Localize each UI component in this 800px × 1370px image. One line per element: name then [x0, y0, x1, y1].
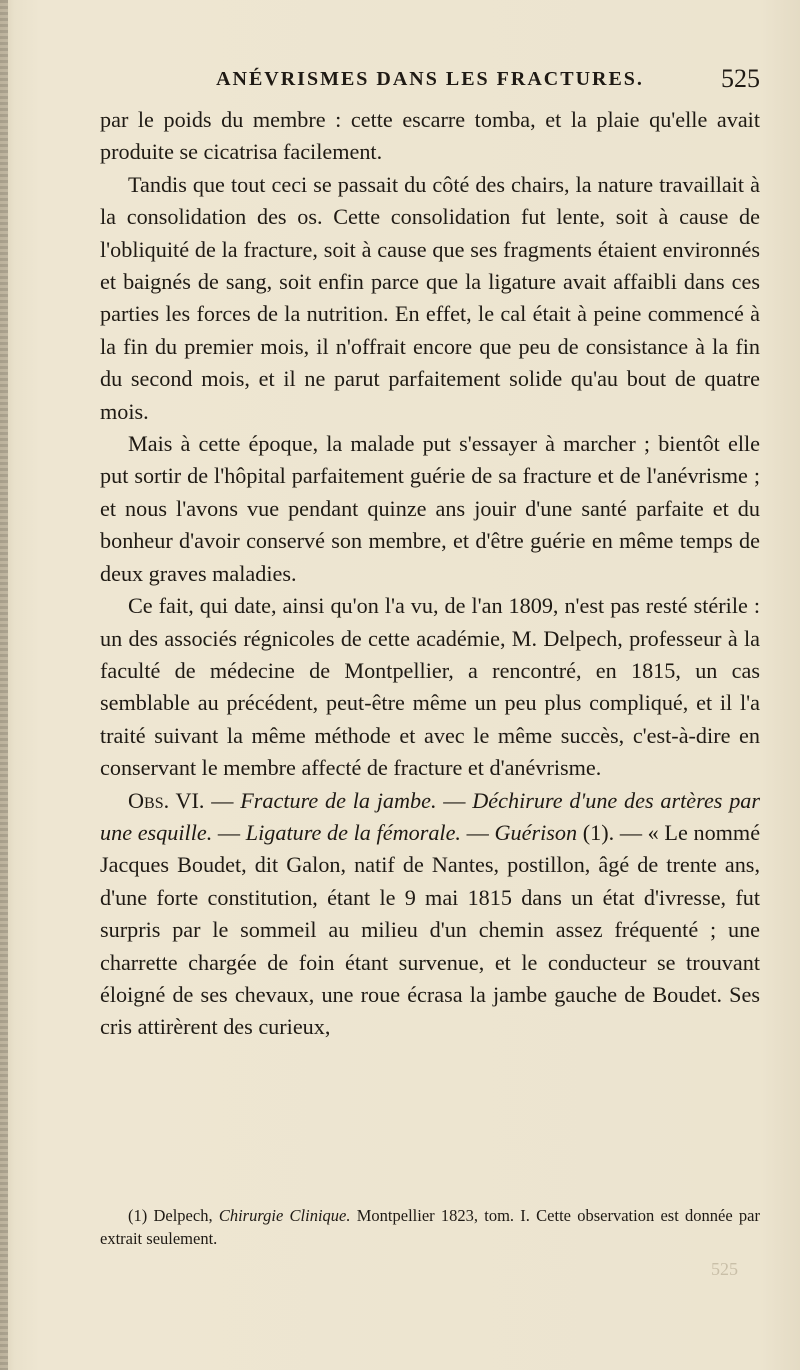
paragraph-4: Ce fait, qui date, ainsi qu'on l'a vu, de l'an 1809, n'est pas resté stérile : un des associés régnicoles de cette académie, M. Delpech, professeur à la faculté de médecine de Montpellier, a rencontré, en 1815, un cas semblable au précédent, peut-être même un peu plus compliqué, et il l'a traité suivant la même méthode et avec le même succès, c'est-à-dire en conservant le membre affecté de fracture et d'anévrisme.	[100, 593, 760, 781]
binding-edge	[0, 0, 8, 1370]
observation-label: Obs. VI.	[128, 787, 205, 813]
paragraph-2: Tandis que tout ceci se passait du côté des chairs, la nature travaillait à la consolidation des os. Cette consolidation fut lente, soit à cause de l'obliquité de la fracture, soit à cause que ses fragments étaient environnés et baignés de sang, soit enfin parce que la ligature avait affaibli dans ces parties les forces de la nutrition. En effet, le cal était à peine commencé à la fin du premier mois, il n'offrait encore que peu de consistance à la fin du second mois, et il ne parut parfaitement solide qu'au bout de quatre mois.	[100, 171, 760, 424]
body-text	[100, 104, 760, 1044]
footnote-rest: Montpellier 1823, tom. I. Cette observation est donnée par extrait seulement.	[100, 1206, 760, 1248]
observation-title-2: Déchirure d'une des artères par une esquille.	[100, 787, 761, 845]
observation-dash-3: —	[212, 819, 246, 845]
page-number: 525	[721, 64, 760, 93]
footnote	[100, 1204, 760, 1250]
observation-paragraph	[100, 785, 760, 1044]
observation-dash-4: —	[460, 819, 495, 845]
paragraph-1: par le poids du membre : cette escarre tomba, et la plaie qu'elle avait produite se cicatrisa facilement.	[100, 107, 760, 165]
observation-title-1: Fracture de la jambe.	[240, 787, 437, 813]
footnote-author: Delpech,	[153, 1206, 219, 1225]
running-title: ANÉVRISMES DANS LES FRACTURES.	[216, 68, 644, 90]
observation-title-4: Guérison	[494, 819, 578, 845]
observation-dash-2: —	[436, 787, 473, 813]
observation-title-3: Ligature de la fémorale.	[245, 819, 461, 845]
observation-body: — « Le nommé Jacques Boudet, dit Galon, natif de Nantes, postillon, âgé de trente ans, d'une forte constitution, étant le 9 mai 1815 dans un état d'ivresse, fut surpris par le sommeil au milieu d'un chemin assez fréquenté ; une charrette chargée de foin étant survenue, et le conducteur se trouvant éloigné de ses chevaux, une roue écrasa la jambe gauche de Boudet. Ses cris attirèrent des curieux,	[100, 819, 761, 1040]
faint-page-number: 525	[711, 1259, 738, 1279]
footnote-work: Chirurgie Clinique.	[218, 1206, 351, 1225]
observation-dash-1: —	[204, 787, 241, 813]
footnote-marker: (1)	[128, 1206, 154, 1225]
paragraph-3: Mais à cette époque, la malade put s'essayer à marcher ; bientôt elle put sortir de l'hôpital parfaitement guérie de sa fracture et de l'anévrisme ; et nous l'avons vue pendant quinze ans jouir d'une santé parfaite et du bonheur d'avoir conservé son membre, et d'être guérie en même temps de deux graves maladies.	[100, 431, 760, 586]
footnote-reference: (1).	[577, 819, 615, 845]
page-header	[100, 62, 760, 98]
